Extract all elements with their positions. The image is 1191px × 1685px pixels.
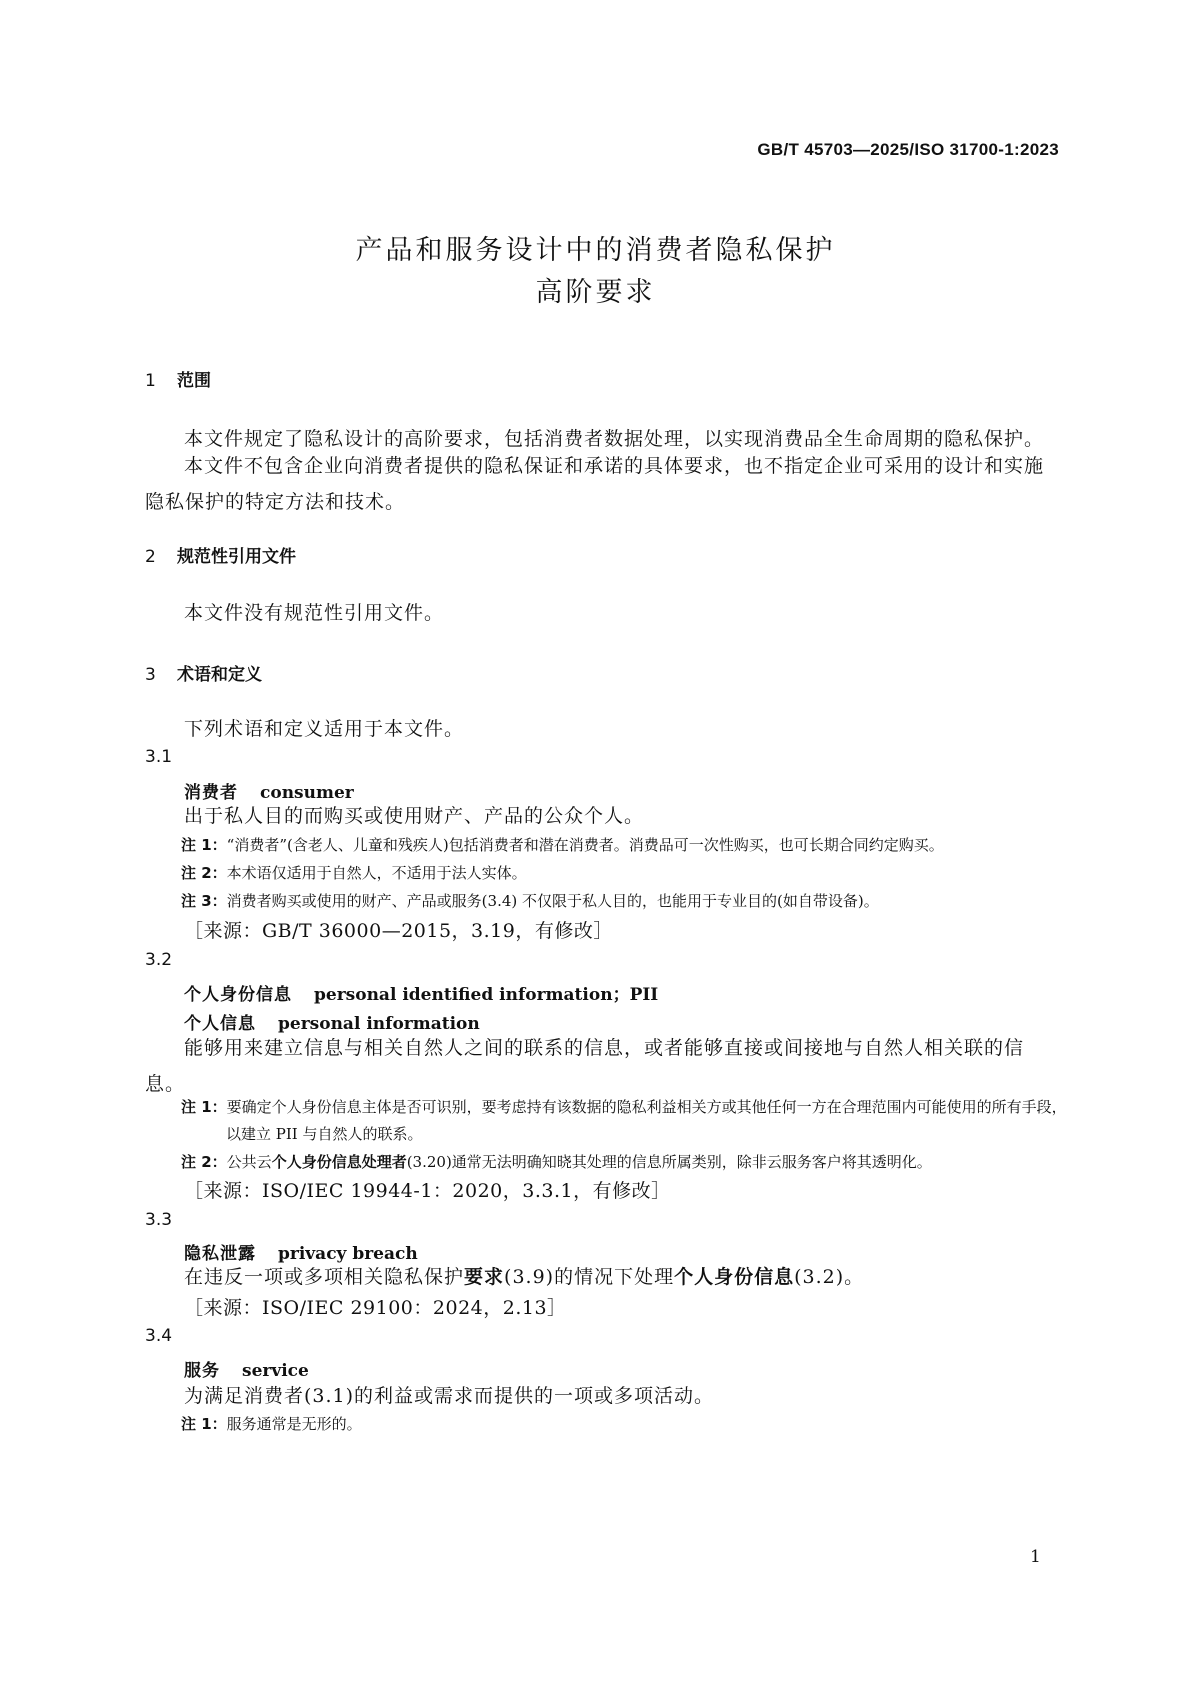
note bbox=[181, 1411, 1076, 1438]
note-label: 注 1： bbox=[181, 836, 227, 854]
term-number: 3.4 bbox=[145, 1326, 173, 1346]
definition-text: (3.9)的情况下处理 bbox=[504, 1266, 675, 1288]
term-definition bbox=[184, 1262, 864, 1289]
term-en: service bbox=[242, 1361, 309, 1381]
term-en: privacy breach bbox=[278, 1244, 418, 1264]
note bbox=[181, 888, 1076, 915]
term-definition: 能够用来建立信息与相关自然人之间的联系的信息，或者能够直接或间接地与自然人相关联的信息。 bbox=[145, 1037, 1025, 1095]
term-zh: 个人身份信息 bbox=[184, 985, 292, 1005]
term-reference: 个人身份信息 bbox=[674, 1266, 795, 1288]
section-heading-normative bbox=[145, 542, 296, 567]
term-en: personal identified information；PII bbox=[314, 985, 659, 1005]
term-source: ［来源：ISO/IEC 19944-1：2020，3.3.1，有修改］ bbox=[184, 1180, 671, 1202]
note-label: 注 2： bbox=[181, 1153, 227, 1171]
term-zh: 消费者 bbox=[184, 783, 238, 803]
term-zh: 隐私泄露 bbox=[184, 1244, 256, 1264]
section-title: 术语和定义 bbox=[177, 665, 262, 685]
term-reference: 要求 bbox=[464, 1266, 505, 1288]
note-text: 消费者购买或使用的财产、产品或服务(3.4) 不仅限于私人目的，也能用于专业目的(如自带设备)。 bbox=[226, 892, 879, 910]
note-text: 要确定个人身份信息主体是否可识别，要考虑持有该数据的隐私利益相关方或其他任何一方在合理范围内可能使用的所有手段，以建立 PII 与自然人的联系。 bbox=[226, 1098, 1067, 1143]
document-title-line1: 产品和服务设计中的消费者隐私保护 bbox=[355, 235, 836, 266]
term-zh: 服务 bbox=[184, 1361, 220, 1381]
note-text: “消费者”(含老人、儿童和残疾人)包括消费者和潜在消费者。消费品可一次性购买，也可长期合同约定购买。 bbox=[226, 836, 944, 854]
term-en: consumer bbox=[260, 783, 354, 803]
definition-text: (3.2)。 bbox=[794, 1266, 865, 1288]
scope-paragraph-2: 本文件不包含企业向消费者提供的隐私保证和承诺的具体要求，也不指定企业可采用的设计和实施隐私保护的特定方法和技术。 bbox=[145, 455, 1045, 513]
section-title: 范围 bbox=[177, 371, 211, 391]
term-heading bbox=[184, 778, 354, 803]
note-text: 公共云 bbox=[226, 1153, 272, 1171]
section-number: 2 bbox=[145, 547, 156, 567]
note bbox=[181, 1094, 1076, 1148]
term-definition: 为满足消费者(3.1)的利益或需求而提供的一项或多项活动。 bbox=[184, 1385, 715, 1407]
term-reference: 个人身份信息处理者 bbox=[271, 1153, 407, 1171]
document-code: GB/T 45703—2025/ISO 31700-1:2023 bbox=[757, 140, 1059, 159]
normative-paragraph: 本文件没有规范性引用文件。 bbox=[184, 602, 445, 624]
note-label: 注 2： bbox=[181, 864, 227, 882]
note bbox=[181, 860, 1076, 887]
term-en: personal information bbox=[278, 1014, 480, 1034]
note-text: (3.20)通常无法明确知晓其处理的信息所属类别，除非云服务客户将其透明化。 bbox=[406, 1153, 932, 1171]
term-number: 3.2 bbox=[145, 950, 173, 970]
section-title: 规范性引用文件 bbox=[177, 547, 296, 567]
terms-intro: 下列术语和定义适用于本文件。 bbox=[184, 718, 465, 740]
term-source: ［来源：ISO/IEC 29100：2024，2.13］ bbox=[184, 1297, 567, 1319]
document-title-line2: 高阶要求 bbox=[535, 277, 656, 308]
note-label: 注 1： bbox=[181, 1415, 227, 1433]
note bbox=[181, 1149, 1076, 1176]
note-label: 注 1： bbox=[181, 1098, 227, 1116]
term-heading bbox=[184, 1239, 418, 1264]
note-text: 本术语仅适用于自然人，不适用于法人实体。 bbox=[226, 864, 527, 882]
term-heading bbox=[184, 1356, 309, 1381]
term-number: 3.3 bbox=[145, 1210, 173, 1230]
term-source: ［来源：GB/T 36000—2015，3.19，有修改］ bbox=[184, 920, 613, 942]
term-definition: 出于私人目的而购买或使用财产、产品的公众个人。 bbox=[184, 805, 645, 827]
term-zh: 个人信息 bbox=[184, 1014, 256, 1034]
note bbox=[181, 832, 1076, 859]
definition-text: 在违反一项或多项相关隐私保护 bbox=[184, 1266, 465, 1288]
section-number: 1 bbox=[145, 371, 156, 391]
section-heading-scope bbox=[145, 366, 211, 391]
note-label: 注 3： bbox=[181, 892, 227, 910]
section-heading-terms bbox=[145, 660, 262, 685]
page-number: 1 bbox=[1030, 1547, 1041, 1567]
section-number: 3 bbox=[145, 665, 156, 685]
term-heading bbox=[184, 980, 658, 1005]
scope-paragraph-1: 本文件规定了隐私设计的高阶要求，包括消费者数据处理，以实现消费品全生命周期的隐私保护。 bbox=[184, 428, 1045, 450]
term-number: 3.1 bbox=[145, 747, 173, 767]
note-text: 服务通常是无形的。 bbox=[226, 1415, 362, 1433]
